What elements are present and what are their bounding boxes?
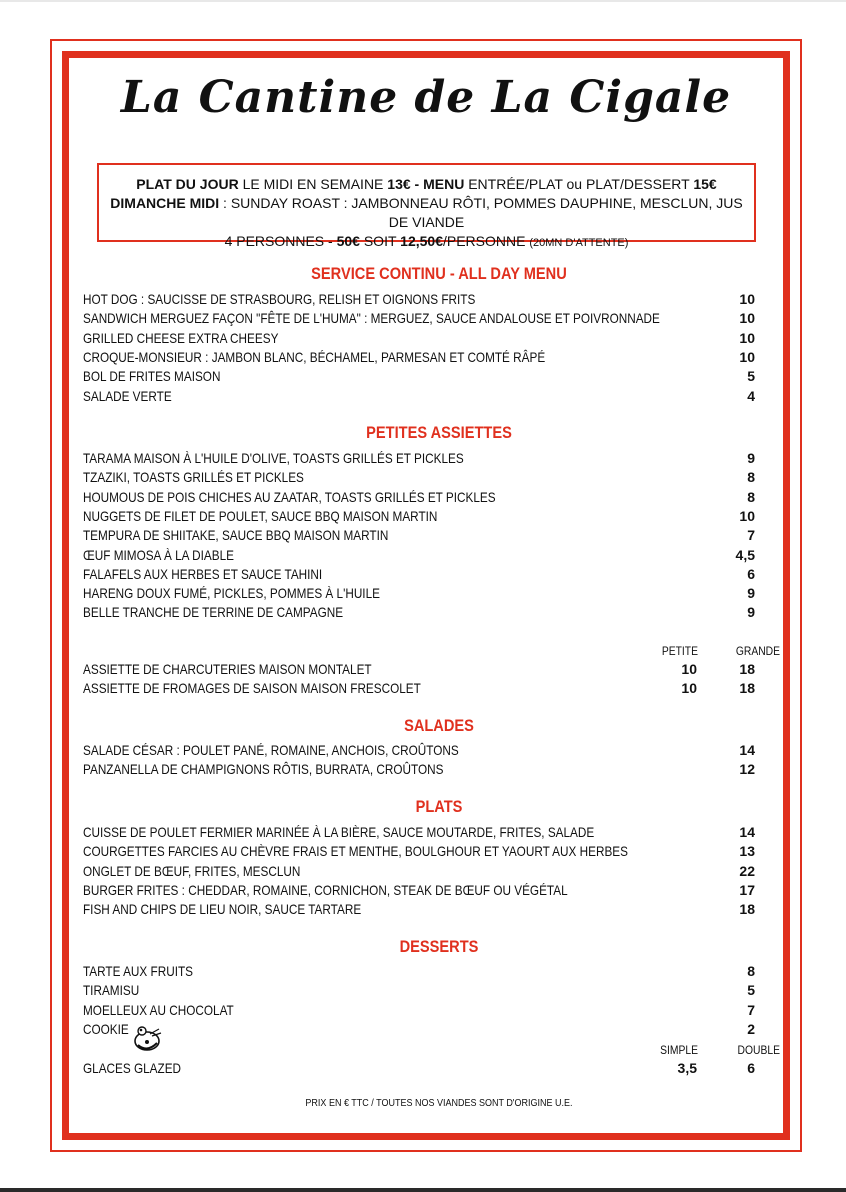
menu-item-price: 9 [747,585,755,602]
menu-item-price-petite: 10 [681,661,697,677]
banner-line-1 [99,175,754,194]
section-title-service: SERVICE CONTINU - ALL DAY MENU [311,264,567,283]
menu-item-name: HOT DOG : SAUCISSE DE STRASBOURG, RELISH ET OIGNONS FRITS [83,291,476,307]
menu-item-price: 8 [747,963,755,979]
menu-item-name: PANZANELLA DE CHAMPIGNONS RÔTIS, BURRATA, CROÛTONS [83,761,444,778]
menu-item-row [83,290,763,309]
menu-item-name: GRILLED CHEESE EXTRA CHEESY [83,329,279,346]
menu-item-price: 5 [747,368,755,385]
glaces-double-price: 6 [747,1060,755,1076]
menu-item-name: TZAZIKI, TOASTS GRILLÉS ET PICKLES [83,469,304,486]
menu-item-price: 4,5 [735,546,755,563]
menu-item-name: FALAFELS AUX HERBES ET SAUCE TAHINI [83,565,323,582]
menu-item-row [83,507,763,526]
banner-text: /PERSONNE [442,233,530,249]
menu-item-name: TARAMA MAISON À L'HUILE D'OLIVE, TOASTS GRILLÉS ET PICKLES [83,450,464,466]
cigale-cookie-icon [130,1021,164,1055]
menu-item-name: BOL DE FRITES MAISON [83,368,221,385]
banner-text: LE MIDI EN SEMAINE [238,176,388,192]
menu-item-price: 13 [739,843,755,860]
menu-item-price: 9 [747,450,755,466]
menu-item-price-grande: 18 [739,680,755,697]
banner-text: SOIT [359,233,401,249]
menu-item-name: BURGER FRITES : CHEDDAR, ROMAINE, CORNICHON, STEAK DE BŒUF OU VÉGÉTAL [83,881,568,898]
menu-item-price: 17 [739,881,755,898]
menu-item-row [83,603,763,622]
wait-time-note: (20MN D'ATTENTE) [529,237,629,249]
menu-item-row [83,741,763,760]
menu-item-name: TARTE AUX FRUITS [83,963,194,979]
banner-text: 4 PERSONNES - [224,233,337,249]
menu-item-price: 9 [747,604,755,621]
menu-item-row [83,387,763,406]
column-head-petite: PETITE [661,644,698,658]
restaurant-title: La Cantine de La Cigale [120,72,732,123]
top-divider [0,0,846,2]
menu-item-price: 14 [739,742,755,758]
menu-item-row [83,881,763,900]
menu-item-price: 22 [739,862,755,879]
glaces-name: GLACES GLAZED [83,1060,182,1076]
menu-item-price: 8 [747,469,755,486]
menu-item-price: 2 [747,1020,755,1037]
menu-item-row [83,1001,763,1020]
menu-item-row [83,309,763,328]
menu-item-name: COURGETTES FARCIES AU CHÈVRE FRAIS ET MENTHE, BOULGHOUR ET YAOURT AUX HERBES [83,843,629,860]
menu-item-row [83,660,763,679]
menu-item-price: 8 [747,488,755,505]
section-title-petites-assiettes: PETITES ASSIETTES [366,423,512,442]
column-head-simple: SIMPLE [660,1043,698,1057]
menu-item-name: HARENG DOUX FUMÉ, PICKLES, POMMES À L'HUILE [83,585,380,602]
menu-item-name: COOKIE [83,1020,129,1037]
menu-item-name: NUGGETS DE FILET DE POULET, SAUCE BBQ MAISON MARTIN [83,507,438,524]
menu-price: 15€ [693,176,717,192]
plat-du-jour-label: PLAT DU JOUR [136,176,239,192]
menu-item-name: ONGLET DE BŒUF, FRITES, MESCLUN [83,862,301,879]
menu-item-row [83,823,763,842]
column-head-grande: GRANDE [735,644,780,658]
menu-item-price: 10 [739,310,755,327]
section-title-plats: PLATS [415,797,463,816]
menu-item-name: SANDWICH MERGUEZ FAÇON "FÊTE DE L'HUMA" : MERGUEZ, SAUCE ANDALOUSE ET POIVRONNADE [83,310,660,327]
menu-item-row [83,546,763,565]
menu-item-row [83,760,763,779]
banner-line-2 [99,194,754,232]
menu-item-price: 6 [747,565,755,582]
menu-item-price: 10 [739,507,755,524]
menu-item-name: CROQUE-MONSIEUR : JAMBON BLANC, BÉCHAMEL, PARMESAN ET COMTÉ RÂPÉ [83,348,546,365]
menu-item-name: MOELLEUX AU CHOCOLAT [83,1001,234,1018]
dimanche-midi-label: DIMANCHE MIDI [110,195,220,211]
per-person-price: 12,50€ [400,233,443,249]
menu-item-row [83,962,763,981]
menu-item-row [83,526,763,545]
menu-item-row [83,367,763,386]
menu-price-label: 13€ - MENU [387,176,465,192]
glaces-simple-price: 3,5 [677,1060,697,1076]
banner-line-3 [99,232,754,253]
group-price: 50€ [336,233,360,249]
menu-item-row [83,468,763,487]
menu-item-row [83,679,763,698]
menu-item-row [83,900,763,919]
bottom-divider [0,1188,846,1192]
banner-text: ENTRÉE/PLAT ou PLAT/DESSERT [464,176,694,192]
menu-item-row [83,348,763,367]
menu-item-name: CUISSE DE POULET FERMIER MARINÉE À LA BIÈRE, SAUCE MOUTARDE, FRITES, SALADE [83,824,595,840]
menu-item-row [83,488,763,507]
menu-item-name: HOUMOUS DE POIS CHICHES AU ZAATAR, TOASTS GRILLÉS ET PICKLES [83,488,496,505]
menu-item-name: ASSIETTE DE FROMAGES DE SAISON MAISON FRESCOLET [83,680,421,697]
menu-item-name: FISH AND CHIPS DE LIEU NOIR, SAUCE TARTARE [83,901,362,918]
menu-item-name: TIRAMISU [83,982,140,999]
menu-item-price: 14 [739,824,755,840]
price-footer-note: PRIX EN € TTC / TOUTES NOS VIANDES SONT D'ORIGINE U.E. [305,1098,573,1109]
menu-item-price-grande: 18 [739,661,755,677]
menu-item-name: SALADE CÉSAR : POULET PANÉ, ROMAINE, ANCHOIS, CROÛTONS [83,742,459,758]
column-head-double: DOUBLE [737,1043,780,1057]
menu-item-price: 7 [747,527,755,544]
section-title-salades: SALADES [404,716,474,735]
menu-item-price: 5 [747,982,755,999]
menu-item-row [83,329,763,348]
menu-item-name: TEMPURA DE SHIITAKE, SAUCE BBQ MAISON MARTIN [83,527,389,544]
daily-specials-banner [97,163,756,249]
menu-item-price-petite: 10 [681,680,697,697]
menu-item-row [83,1020,763,1039]
menu-item-row [83,565,763,584]
menu-item-row [83,842,763,861]
menu-item-name: ŒUF MIMOSA À LA DIABLE [83,546,234,563]
menu-item-price: 10 [739,348,755,365]
menu-item-price: 18 [739,901,755,918]
menu-item-name: SALADE VERTE [83,387,172,404]
banner-text: : SUNDAY ROAST : JAMBONNEAU RÔTI, POMMES DAUPHINE, MESCLUN, JUS DE VIANDE [219,195,743,230]
menu-item-row [83,862,763,881]
section-title-desserts: DESSERTS [399,937,479,956]
menu-item-price: 10 [739,329,755,346]
menu-item-price: 4 [747,387,755,404]
glaces-row [83,1059,763,1078]
menu-item-price: 12 [739,761,755,778]
menu-item-row [83,981,763,1000]
menu-item-price: 10 [739,291,755,307]
menu-item-row [83,584,763,603]
menu-item-price: 7 [747,1001,755,1018]
menu-item-name: ASSIETTE DE CHARCUTERIES MAISON MONTALET [83,661,372,677]
menu-item-name: BELLE TRANCHE DE TERRINE DE CAMPAGNE [83,604,344,621]
menu-item-row [83,449,763,468]
